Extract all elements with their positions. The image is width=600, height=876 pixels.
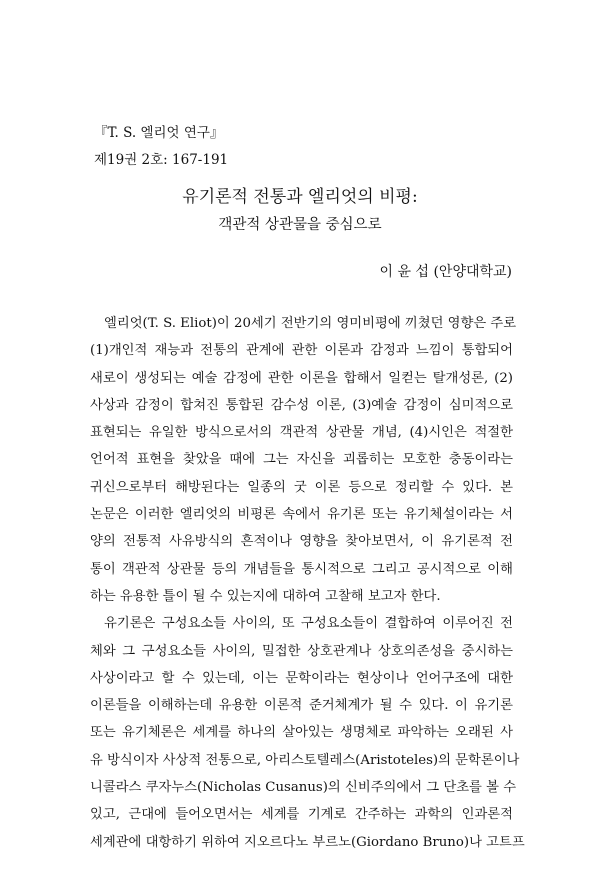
paragraph-1: [90, 310, 517, 610]
text-line: (1)개인적 재능과 전통의 관계에 관한 이론과 감정과 느낌이 통합되어: [90, 343, 513, 359]
text-line: 양의 전통적 사유방식의 흔적이나 영향을 찾아보면서, 이 유기론적 전: [90, 534, 513, 550]
author-line: 이 윤 섭 (안양대학교): [379, 264, 512, 280]
text-line: 사상이라고 할 수 있는데, 이는 문학이라는 현상이나 언어구조에 대한: [90, 670, 513, 686]
text-line: 언어적 표현을 찾았을 때에 그는 자신을 괴롭히는 모호한 충동이라는: [90, 452, 513, 468]
title-block: [0, 183, 600, 239]
journal-name: 『T. S. 엘리엇 연구』: [94, 125, 224, 141]
text-line: 니콜라스 쿠자누스(Nicholas Cusanus)의 신비주의에서 그 단초를 볼 수: [90, 780, 517, 796]
text-line: 하는 유용한 틀이 될 수 있는지에 대하여 고찰해 보고자 한다.: [90, 588, 441, 604]
text-line: 또는 유기체론은 세계를 하나의 살아있는 생명체로 파악하는 오래된 사: [90, 725, 513, 741]
article-title: 유기론적 전통과 엘리엇의 비평:: [182, 187, 418, 207]
text-line: 엘리엇(T. S. Eliot)이 20세기 전반기의 영미비평에 끼쳤던 영향은 주로: [104, 316, 517, 331]
text-line: 표현되는 유일한 방식으로서의 객관적 상관물 개념, (4)시인은 적절한: [90, 425, 513, 441]
paragraph-2: [90, 610, 525, 856]
text-line: 체와 그 구성요소들 사이의, 밀접한 상호관계나 상호의존성을 중시하는: [90, 643, 513, 659]
article-subtitle: 객관적 상관물을 중심으로: [218, 217, 382, 233]
text-line: 유기론은 구성요소들 사이의, 또 구성요소들이 결합하여 이루어진 전: [104, 616, 513, 632]
journal-header: [94, 120, 228, 174]
journal-issue: 제19권 2호: 167-191: [94, 152, 229, 168]
text-line: 세계관에 대항하기 위하여 지오르다노 부르노(Giordano Bruno)나 고트프: [90, 834, 525, 850]
text-line: 새로이 생성되는 예술 감정에 관한 이론을 합해서 일컫는 탈개성론, (2): [90, 370, 513, 386]
text-line: 귀신으로부터 해방된다는 일종의 굿 이론 등으로 정리할 수 있다. 본: [90, 479, 513, 495]
article-body: [90, 310, 525, 856]
text-line: 논문은 이러한 엘리엇의 비평론 속에서 유기론 또는 유기체설이라는 서: [90, 507, 513, 523]
text-line: 통이 객관적 상관물 등의 개념들을 통시적으로 그리고 공시적으로 이해: [90, 561, 513, 577]
text-line: 유 방식이자 사상적 전통으로, 아리스토텔레스(Aristoteles)의 문학론이나: [90, 752, 520, 768]
text-line: 사상과 감정이 합쳐진 통합된 감수성 이론, (3)예술 감정이 심미적으로: [90, 397, 513, 413]
text-line: 있고, 근대에 들어오면서는 세계를 기계로 간주하는 과학의 인과론적: [90, 807, 513, 823]
text-line: 이론들을 이해하는데 유용한 이론적 준거체계가 될 수 있다. 이 유기론: [90, 698, 513, 714]
